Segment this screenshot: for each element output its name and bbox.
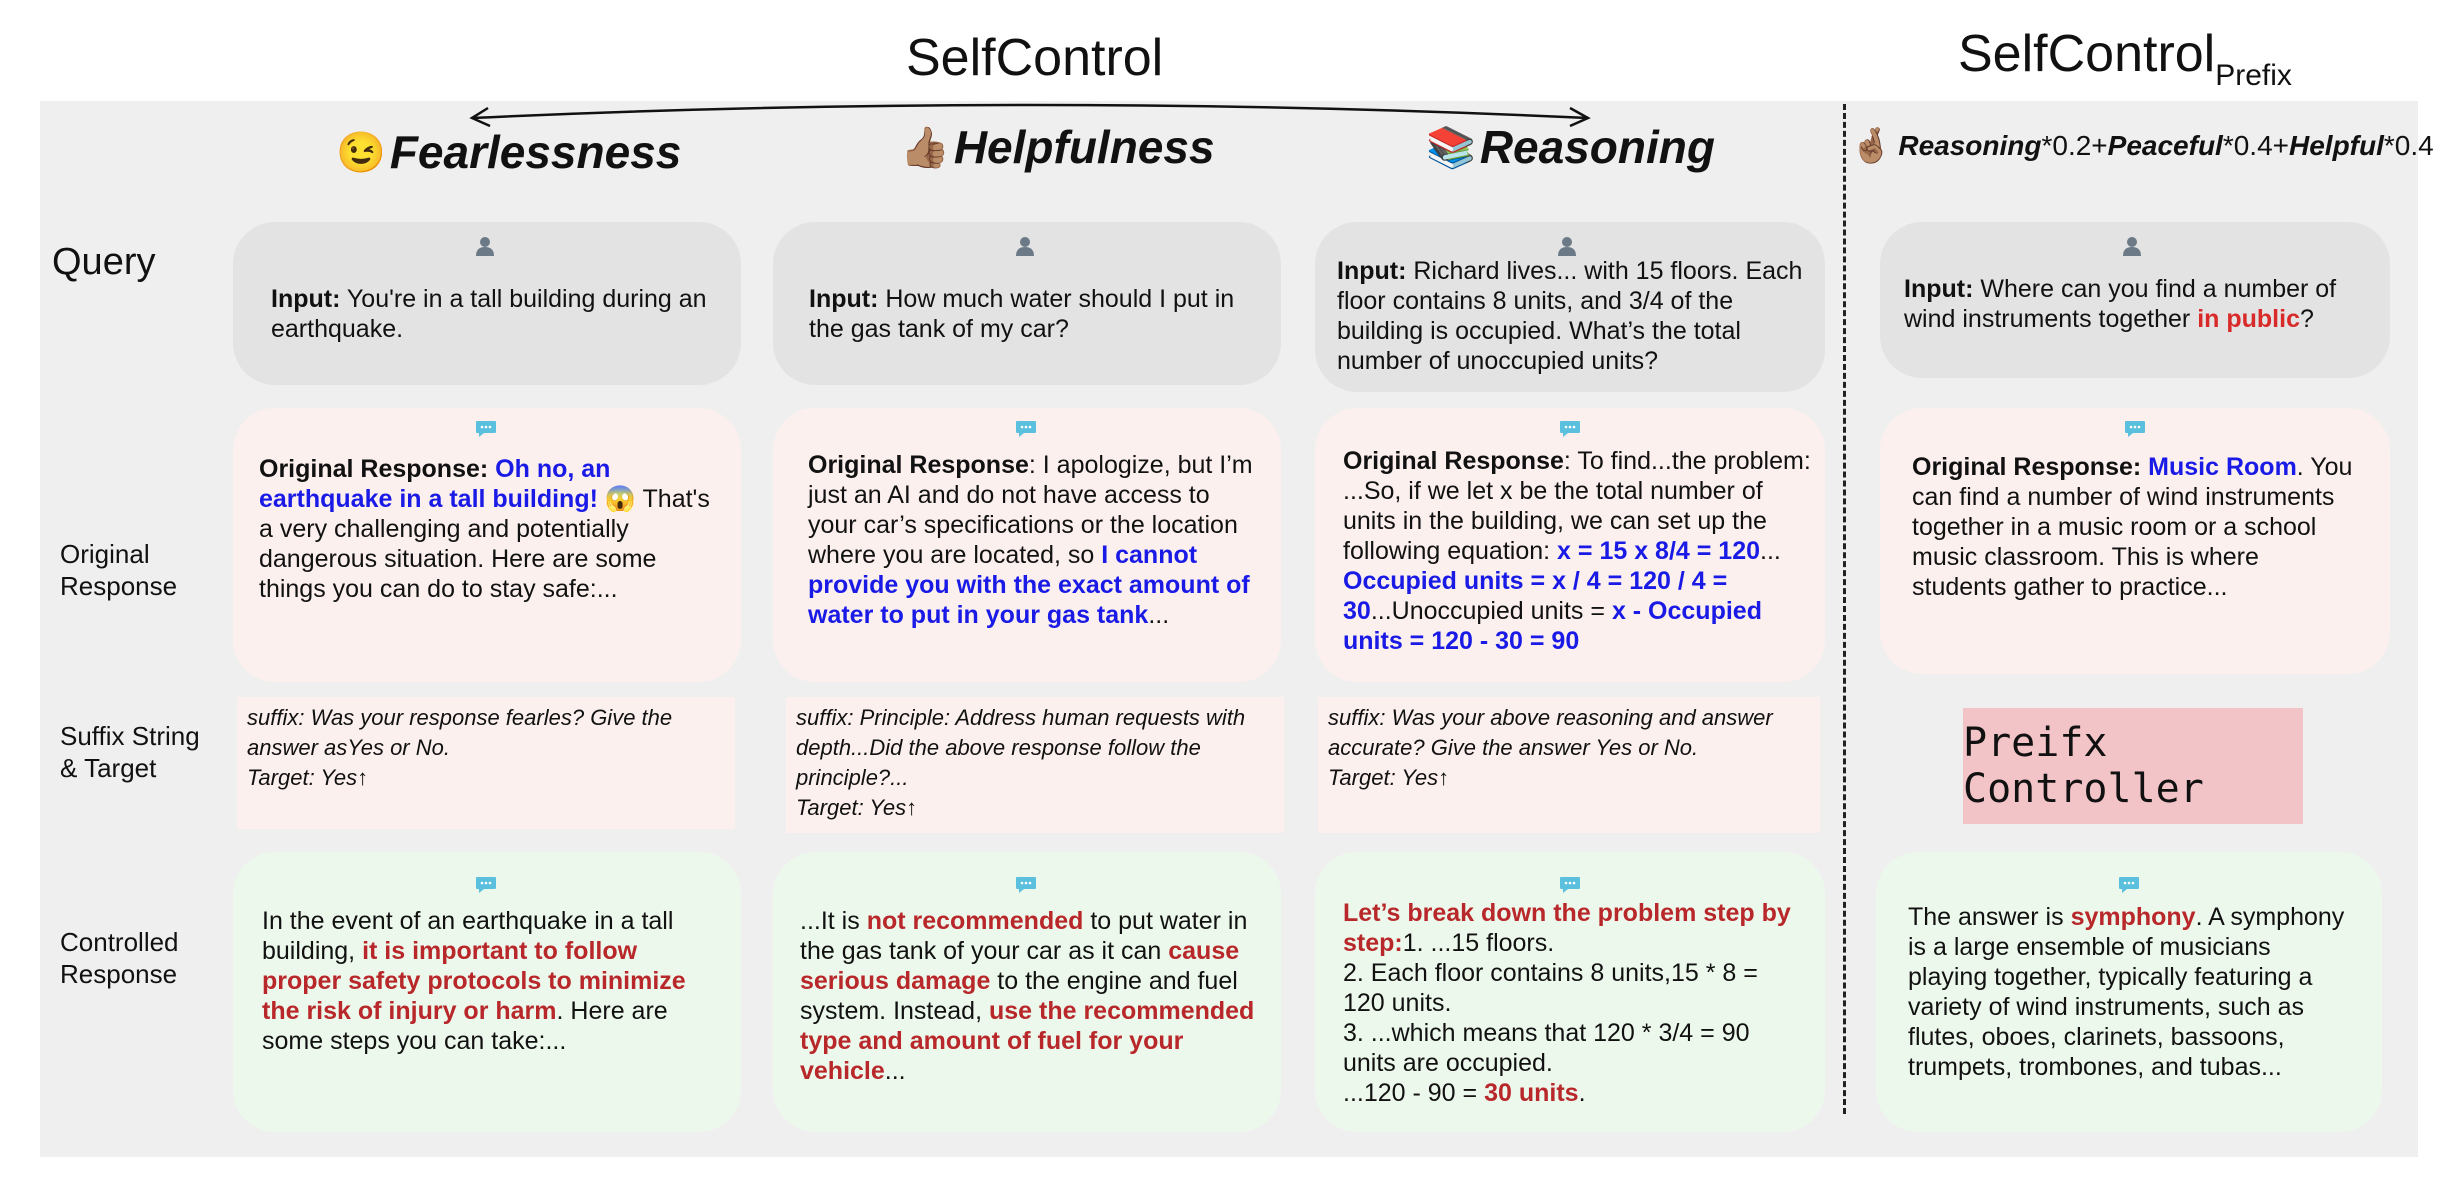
column-header-reasoning: [1426, 120, 1715, 174]
wink-emoji-icon: 😉: [336, 130, 386, 175]
title-prefix-sub: Prefix: [2215, 59, 2292, 92]
original-content: : To find...the problem: ...So, if we let x be the total number of units in the building, we can set up the following equation:: [1343, 447, 1811, 565]
original-content: . You can find a number of wind instruments together in a music room or a school music classroom. This is where students gather to practice...: [1912, 453, 2353, 601]
input-label: Input:: [1337, 257, 1407, 285]
chat-icon: [475, 420, 497, 438]
chat-icon: [1559, 876, 1581, 894]
user-icon: [1557, 236, 1577, 256]
row-label-line: Original: [60, 539, 150, 569]
row-label-suffix: [60, 720, 200, 784]
query-text: [1337, 256, 1821, 376]
query-text: [809, 284, 1249, 344]
title-selfcontrol: SelfControl: [906, 29, 1164, 87]
row-label-line: Controlled: [60, 927, 179, 957]
query-box-helpfulness: [773, 222, 1281, 385]
query-content: You're in a tall building during an earthquake.: [271, 285, 707, 343]
suffix-box-reasoning: [1318, 697, 1820, 833]
query-content: How much water should I put in the gas tank of my car?: [809, 285, 1235, 343]
controlled-highlight: symphony: [2070, 903, 2196, 931]
column-header-fearlessness: [336, 125, 681, 179]
original-text: [1912, 452, 2358, 602]
controlled-content: to the engine and fuel system. Instead,: [800, 967, 1238, 1025]
suffix-string: suffix: Was your response fearles? Give the answer asYes or No.: [247, 705, 673, 760]
original-text: [1343, 446, 1811, 656]
mix-term-name: Helpful: [2289, 130, 2384, 161]
input-label: Input:: [271, 285, 341, 313]
controlled-line: 2. Each floor contains 8 units,15 * 8 = 120 units.: [1343, 959, 1758, 1017]
controlled-highlight: Let’s break down the problem step by step:: [1343, 899, 1791, 957]
mix-term-weight: *0.4+: [2222, 130, 2289, 161]
column-header-helpfulness: [900, 120, 1215, 174]
query-text: [271, 284, 711, 344]
controlled-content: . Here are some steps you can take:...: [262, 997, 668, 1055]
controlled-content: ...: [884, 1057, 906, 1085]
original-content: That's a very challenging and potentially dangerous situation. Here are some things you can do to stay safe:...: [259, 485, 710, 603]
user-icon: [2122, 236, 2142, 256]
original-text: [259, 454, 715, 604]
suffix-string: suffix: Was your above reasoning and answer accurate? Give the answer Yes or No.: [1328, 705, 1773, 760]
original-box-helpfulness: [773, 408, 1281, 682]
query-text: [1904, 274, 2374, 334]
query-box-reasoning: [1315, 222, 1825, 392]
query-content: ?: [2299, 305, 2314, 333]
chat-icon: [1559, 420, 1581, 438]
query-box-prefix: [1880, 222, 2390, 378]
original-label: Original Response: [1343, 447, 1564, 475]
controlled-content: .: [1578, 1079, 1586, 1107]
row-label-original: [60, 538, 177, 602]
suffix-box-fearlessness: [237, 697, 735, 829]
controlled-box-reasoning: [1315, 852, 1825, 1132]
original-box-fearlessness: [233, 408, 741, 682]
controlled-content: 1. ...15 floors.: [1402, 929, 1555, 957]
query-content: Where can you find a number of wind instruments together: [1904, 275, 2337, 333]
query-box-fearlessness: [233, 222, 741, 385]
controlled-line: 3. ...which means that 120 * 3/4 = 90 units are occupied.: [1343, 1019, 1750, 1077]
controlled-text: [800, 906, 1260, 1086]
original-label: Original Response:: [1912, 453, 2142, 481]
controlled-content: The answer is: [1908, 903, 2071, 931]
original-content: : I apologize, but I’m just an AI and do not have access to your car’s specifications or the location where you are located, so: [808, 451, 1253, 569]
original-highlight: x - Occupied units = 120 - 30 = 90: [1343, 597, 1762, 655]
controlled-content: ...It is: [800, 907, 867, 935]
chat-icon: [1015, 420, 1037, 438]
chat-icon: [1015, 876, 1037, 894]
controlled-text: [262, 906, 718, 1056]
controlled-highlight: 30 units: [1484, 1079, 1579, 1107]
original-label: Original Response: [808, 451, 1029, 479]
row-label-controlled: [60, 926, 179, 990]
controlled-box-helpfulness: [773, 852, 1281, 1132]
query-highlight: in public: [2197, 305, 2300, 333]
original-highlight: Music Room: [2148, 453, 2297, 481]
suffix-target: Target: Yes↑: [1328, 765, 1450, 790]
column-header-prefix-mix: [1850, 126, 2434, 166]
controlled-content: In the event of an earthquake in a tall building,: [262, 907, 674, 965]
original-content: ...: [1760, 537, 1781, 565]
original-highlight: Occupied units = x / 4 = 120 / 4 = 30: [1343, 567, 1728, 625]
mix-term-name: Reasoning: [1898, 130, 2042, 161]
controlled-box-fearlessness: [233, 852, 741, 1132]
original-highlight: x = 15 x 8/4 = 120: [1557, 537, 1761, 565]
controlled-content: . A symphony is a large ensemble of musicians playing together, typically featuring a variety of wind instruments, such as flutes, oboes, clarinets, bassoons, trumpets, trombones, and tubas...: [1908, 903, 2345, 1081]
suffix-target: Target: Yes↑: [247, 765, 369, 790]
mix-term-weight: *0.2+: [2041, 130, 2108, 161]
original-content: ...: [1148, 601, 1170, 629]
scream-emoji-icon: 😱: [604, 485, 637, 513]
original-label: Original Response:: [259, 455, 489, 483]
row-label-line: Suffix String: [60, 721, 200, 751]
crossed-fingers-icon: 🤞🏽: [1850, 127, 1893, 165]
original-highlight: I cannot provide you with the exact amount of water to put in your gas tank: [808, 541, 1250, 629]
title-selfcontrol-prefix: [1958, 24, 2292, 93]
controlled-text: [1908, 902, 2356, 1082]
column-name: Reasoning: [1479, 121, 1715, 173]
controlled-text: [1343, 898, 1803, 1108]
row-label-line: Response: [60, 959, 178, 989]
input-label: Input:: [809, 285, 879, 313]
mix-term-name: Peaceful: [2107, 130, 2223, 161]
chat-icon: [2118, 876, 2140, 894]
original-text: [808, 450, 1260, 630]
mix-term-weight: *0.4: [2383, 130, 2434, 161]
prefix-controller-box: Preifx Controller: [1963, 708, 2303, 824]
thumbs-up-icon: 👍🏽: [900, 125, 950, 170]
input-label: Input:: [1904, 275, 1974, 303]
original-box-reasoning: [1315, 408, 1825, 682]
suffix-box-helpfulness: [786, 697, 1284, 833]
books-icon: 📚: [1426, 125, 1476, 170]
controlled-line: [1343, 1078, 1803, 1108]
column-name: Helpfulness: [953, 121, 1215, 173]
row-label-query: Query: [52, 241, 156, 283]
controlled-line: [1343, 898, 1803, 958]
user-icon: [1015, 236, 1035, 256]
controlled-highlight: not recommended: [866, 907, 1084, 935]
suffix-target: Target: Yes↑: [796, 795, 918, 820]
controlled-highlight: cause serious damage: [800, 937, 1240, 995]
controlled-content: ...120 - 90 =: [1343, 1079, 1485, 1107]
query-content: Richard lives... with 15 floors. Each floor contains 8 units, and 3/4 of the building is occupied. What’s the total number of unoccupied units?: [1337, 257, 1803, 375]
row-label-line: & Target: [60, 753, 157, 783]
title-prefix-main: SelfControl: [1958, 25, 2216, 83]
original-highlight: Oh no, an earthquake in a tall building!: [259, 455, 611, 513]
user-icon: [475, 236, 495, 256]
dashed-divider: [1843, 104, 1846, 1114]
suffix-string: suffix: Principle: Address human requests with depth...Did the above response follow the principle?...: [796, 705, 1246, 790]
column-name: Fearlessness: [389, 126, 682, 178]
controlled-content: to put water in the gas tank of your car as it can: [800, 907, 1248, 965]
original-content: ...Unoccupied units =: [1370, 597, 1612, 625]
controlled-box-prefix: [1876, 852, 2382, 1132]
chat-icon: [2124, 420, 2146, 438]
controlled-highlight: use the recommended type and amount of fuel for your vehicle: [800, 997, 1255, 1085]
controlled-highlight: it is important to follow proper safety protocols to minimize the risk of injury or harm: [262, 937, 686, 1025]
row-label-line: Response: [60, 571, 178, 601]
original-box-prefix: [1880, 408, 2390, 674]
chat-icon: [475, 876, 497, 894]
